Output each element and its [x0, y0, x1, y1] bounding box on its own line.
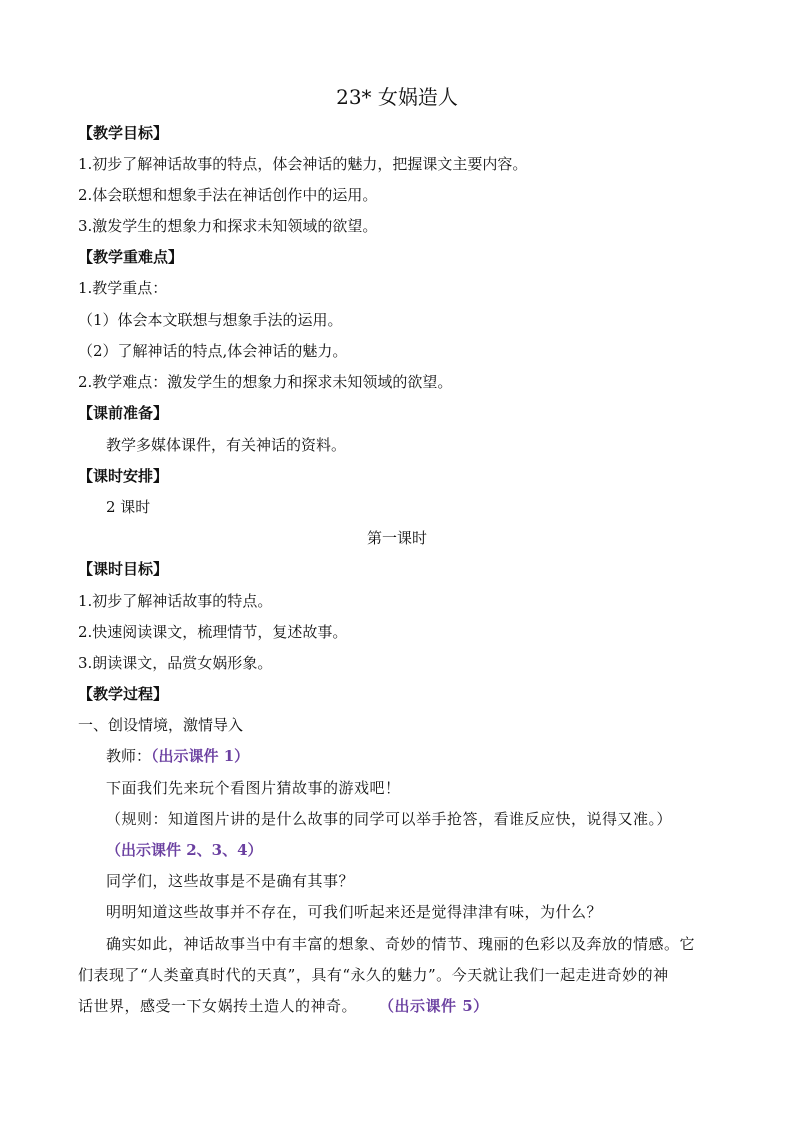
game-rules: （规则：知道图片讲的是什么故事的同学可以举手抢答，看谁反应快，说得又准。）	[106, 810, 673, 828]
preparation-text: 教学多媒体课件，有关神话的资料。	[106, 436, 347, 454]
paragraph-line	[78, 995, 489, 1017]
objective-item: 1.初步了解神话故事的特点，体会神话的魅力，把握课文主要内容。	[78, 155, 528, 173]
focus-item: （1）体会本文联想与想象手法的运用。	[78, 311, 343, 329]
objectives-heading: 【教学目标】	[78, 124, 169, 142]
document-title: 23* 女娲造人	[336, 85, 458, 109]
keypoints-heading: 【教学重难点】	[78, 248, 184, 266]
lesson-title: 第一课时	[366, 529, 427, 547]
section-heading: 一、创设情境，激情导入	[78, 716, 244, 734]
schedule-heading: 【课时安排】	[78, 467, 169, 485]
question-text: 明明知道这些故事并不存在，可我们听起来还是觉得津津有味，为什么？	[106, 903, 603, 921]
question-text: 同学们，这些故事是不是确有其事？	[106, 872, 355, 890]
courseware-cue: （出示课件 5）	[379, 997, 489, 1015]
lesson-goal-item: 2.快速阅读课文，梳理情节，复述故事。	[78, 623, 348, 641]
teacher-line	[106, 745, 249, 767]
game-intro: 下面我们先来玩个看图片猜故事的游戏吧！	[106, 779, 401, 797]
difficulty-text: 2.教学难点：激发学生的想象力和探求未知领域的欲望。	[78, 373, 453, 391]
lesson-goal-item: 1.初步了解神话故事的特点。	[78, 592, 273, 610]
teacher-label: 教师：	[106, 747, 152, 765]
courseware-cue: （出示课件 2、3、4）	[106, 841, 263, 859]
objective-item: 3.激发学生的想象力和探求未知领域的欲望。	[78, 217, 378, 235]
objective-item: 2.体会联想和想象手法在神话创作中的运用。	[78, 186, 378, 204]
lesson-goals-heading: 【课时目标】	[78, 560, 169, 578]
paragraph-line: 确实如此，神话故事当中有丰富的想象、奇妙的情节、瑰丽的色彩以及奔放的情感。它	[106, 935, 696, 953]
lesson-goal-item: 3.朗读课文，品赏女娲形象。	[78, 654, 273, 672]
paragraph-text: 话世界，感受一下女娲抟土造人的神奇。	[78, 997, 358, 1015]
preparation-heading: 【课前准备】	[78, 404, 169, 422]
schedule-text: 2 课时	[106, 498, 151, 516]
focus-label: 1.教学重点：	[78, 279, 168, 297]
process-heading: 【教学过程】	[78, 685, 169, 703]
paragraph-line: 们表现了“人类童真时代的天真”，具有“永久的魅力”。今天就让我们一起走进奇妙的神	[78, 966, 669, 984]
courseware-cue: （出示课件 1）	[151, 747, 250, 765]
focus-item: （2）了解神话的特点,体会神话的魅力。	[78, 342, 348, 360]
